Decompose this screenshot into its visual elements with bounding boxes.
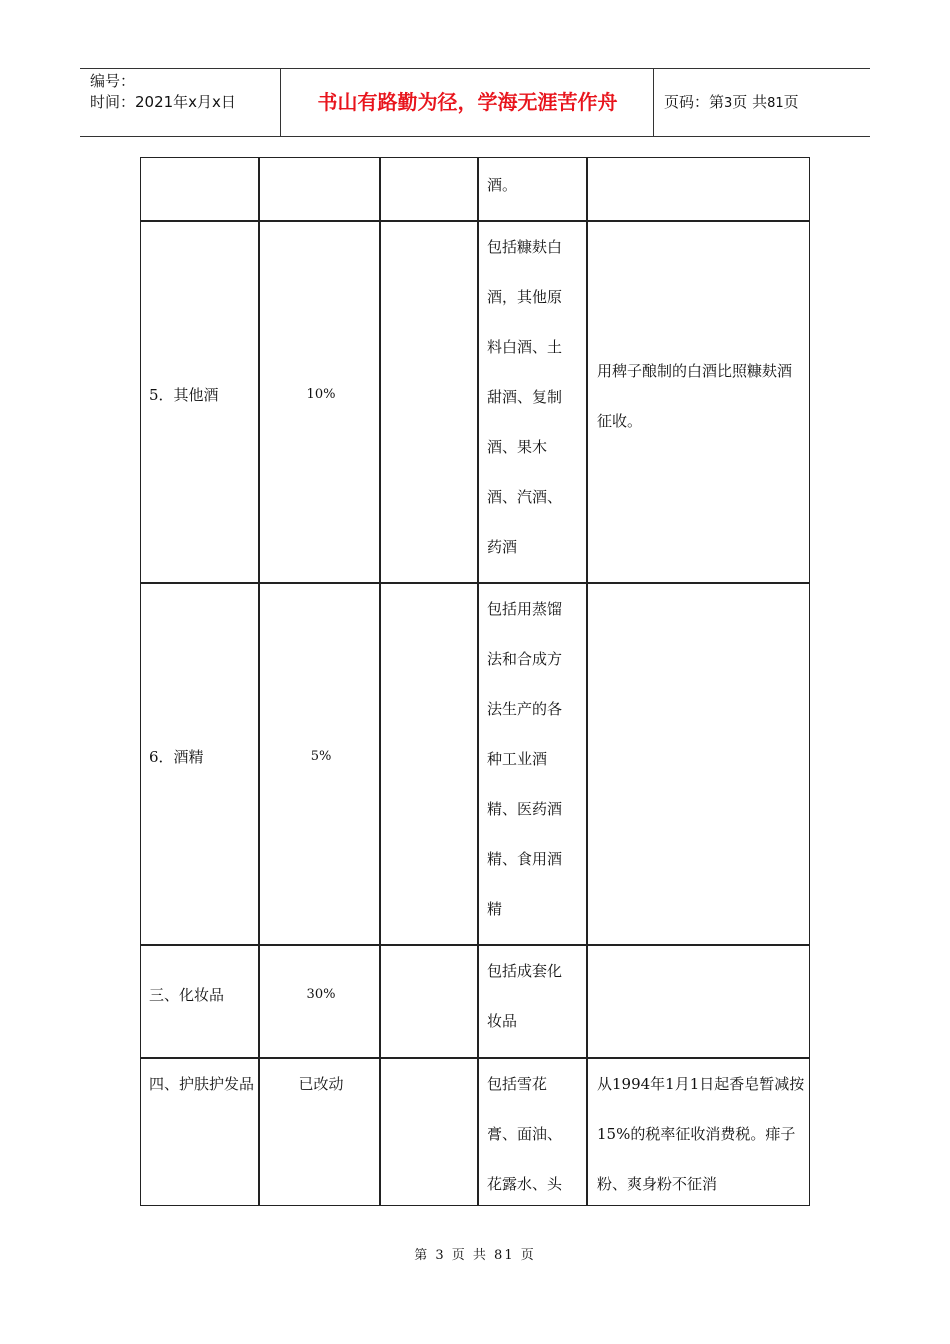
page-total: 81: [767, 96, 784, 111]
header-meta: [80, 69, 281, 136]
page-prefix: 页码：第: [664, 93, 725, 111]
page-footer: 第 3 页 共 81 页: [414, 1248, 536, 1263]
item-name: 6．酒精: [149, 748, 204, 766]
table-row: [141, 1059, 809, 1205]
table-row: [141, 946, 809, 1057]
tax-scope: 包括糠麸白 酒，其他原 料白酒、土 甜酒、复制 酒、果木 酒、汽酒、 药酒: [487, 238, 563, 556]
tax-rate: 10%: [306, 387, 336, 402]
table-row: [141, 584, 809, 944]
tax-rate: 5%: [310, 749, 332, 764]
tax-scope: 包括成套化 妆品: [487, 962, 563, 1030]
table-row: [141, 158, 809, 220]
tax-rate-table: [140, 157, 810, 1206]
tax-scope: 包括雪花 膏、面油、 花露水、头: [487, 1075, 563, 1193]
page-current: 3: [724, 96, 733, 111]
tax-rate: 30%: [306, 987, 336, 1002]
page-mid: 页 共: [732, 93, 768, 111]
header-page-indicator: [654, 69, 870, 136]
tax-note: 用稗子酿制的白酒比照糠麸酒征收。: [597, 362, 793, 430]
table-row: [141, 222, 809, 582]
page-header: [80, 68, 870, 137]
item-name: 5．其他酒: [149, 386, 219, 404]
item-name: 四、护肤护发品: [149, 1075, 255, 1093]
tax-scope: 包括用蒸馏 法和合成方 法生产的各 种工业酒 精、医药酒 精、食用酒 精: [487, 600, 563, 918]
tax-scope: 酒。: [487, 176, 518, 194]
page-suffix: 页: [783, 93, 799, 111]
tax-rate: 已改动: [298, 1075, 344, 1093]
header-motto: 书山有路勤为径，学海无涯苦作舟: [282, 69, 654, 136]
document-number-label: 编号：: [90, 72, 136, 90]
document-time-label: 时间：2021年x月x日: [90, 93, 236, 111]
tax-note: 从1994年1月1日起香皂暂减按15%的税率征收消费税。痱子粉、爽身粉不征消: [597, 1075, 805, 1193]
item-name: 三、化妆品: [149, 986, 225, 1004]
